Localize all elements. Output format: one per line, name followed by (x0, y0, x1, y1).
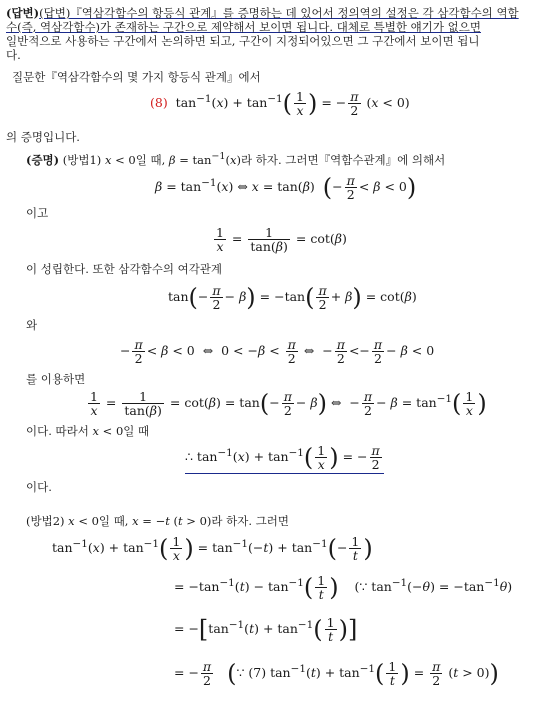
method1-header: (증명) (방법1) x < 0일 때, $\beta = \tan^{-1}(x)$라 하자. 그러면『역함수관계』에 의해서 (26, 151, 446, 167)
equation-m2-line1: $\tan^{-1}(x) + \tan^{-1}$( $\frac{1}{x}$ ) = $\tan^{-1}(-t) + \tan^{-1}(-$ $\frac{1}{t}$ ) (52, 534, 373, 563)
intro-line-4: 다. (6, 48, 21, 62)
equation-ranges: − $\frac{\pi}{2}$ < β < 0 ⇔ 0 < −β < $\frac{\pi}{2}$ ⇔ − $\frac{\pi}{2}$ <− $\frac{\pi}{2}$ − β < 0 (120, 337, 435, 366)
method2-header: (방법2) x < 0일 때, x = −t (t > 0)라 하자. 그러면 (26, 514, 289, 528)
equation-beta-range: $\beta = \tan^{-1}(x)$ ⇔ x = tan(β) (− $\frac{\pi}{2}$ < β < 0) (155, 173, 417, 202)
with-text: 와 (26, 318, 38, 332)
intro-line-1: (답변)(답변)『역삼각함수의 항등식 관계』를 증명하는 데 있어서 정의역의 설정은 각 삼각함수의 역함 (6, 6, 519, 20)
and-text: 이고 (26, 206, 49, 220)
established-text: 이 성립한다. 또한 삼각함수의 여각관계 (26, 262, 223, 276)
using-text: 를 이용하면 (26, 372, 86, 386)
intro-line-1-text: (답변)『역삼각함수의 항등식 관계』를 증명하는 데 있어서 정의역의 설정은 각 삼각함수의 역함 (39, 6, 519, 20)
equation-chain: $\frac{1}{x}$ = $\frac{1}{\tan(\beta)}$ = cot(β) = tan(− $\frac{\pi}{2}$ − β) ⇔ − $\frac{\pi}{2}$ − $\beta = \tan^{-1}$( $\frac{1}{x}$ ) (90, 389, 487, 418)
equation-m2-line4: = − $\frac{\pi}{2}$ (∵ (7) $\tan^{-1}(t) + \tan^{-1}$( $\frac{1}{t}$ ) = $\frac{\pi}{2}$ (t > 0)) (174, 659, 499, 688)
equation-8: (8) $\tan^{-1}(x) + \tan^{-1}$( $\frac{1}{x}$ ) = − $\frac{\pi}{2}$ (x < 0) (150, 89, 410, 118)
equation-number: (8) (150, 95, 168, 110)
therefore-text: 이다. 따라서 x < 0일 때 (26, 424, 150, 438)
equation-conclusion: ∴ $\tan^{-1}(x) + \tan^{-1}$( $\frac{1}{x}$ ) = − $\frac{\pi}{2}$ (185, 444, 384, 474)
note2-number: (7) (248, 665, 267, 680)
equation-m2-line3: = $-[\tan^{-1}(t) + \tan^{-1}$( $\frac{1}{t}$ )] (174, 615, 358, 644)
equation-cofunction: tan(− $\frac{\pi}{2}$ − β) = −tan( $\frac{\pi}{2}$ + β) = cot(β) (168, 283, 417, 312)
intro-line-2: 수(즉, 역삼각함수)가 존재하는 구간으로 제약해서 보이면 됩니다. 대체로 특별한 얘기가 없으면 (6, 20, 481, 34)
question-text: 질문한『역삼각함수의 몇 가지 항등식 관계』에서 (12, 70, 261, 84)
intro-line-3: 일반적으로 사용하는 구간에서 논의하면 되고, 구간이 지정되어있으면 그 구간에서 보이면 됩니 (6, 34, 480, 48)
proof-intro: 의 증명입니다. (6, 130, 80, 144)
end-text: 이다. (26, 480, 52, 494)
equation-cot: $\frac{1}{x}$ = $\frac{1}{\tan(\beta)}$ = cot(β) (216, 225, 347, 254)
equation-m2-line2: = $-\tan^{-1}(t) - \tan^{-1}$( $\frac{1}{t}$ ) (∵ $\tan^{-1}(-\theta) = -\tan^{-1}\theta$) (174, 573, 513, 602)
